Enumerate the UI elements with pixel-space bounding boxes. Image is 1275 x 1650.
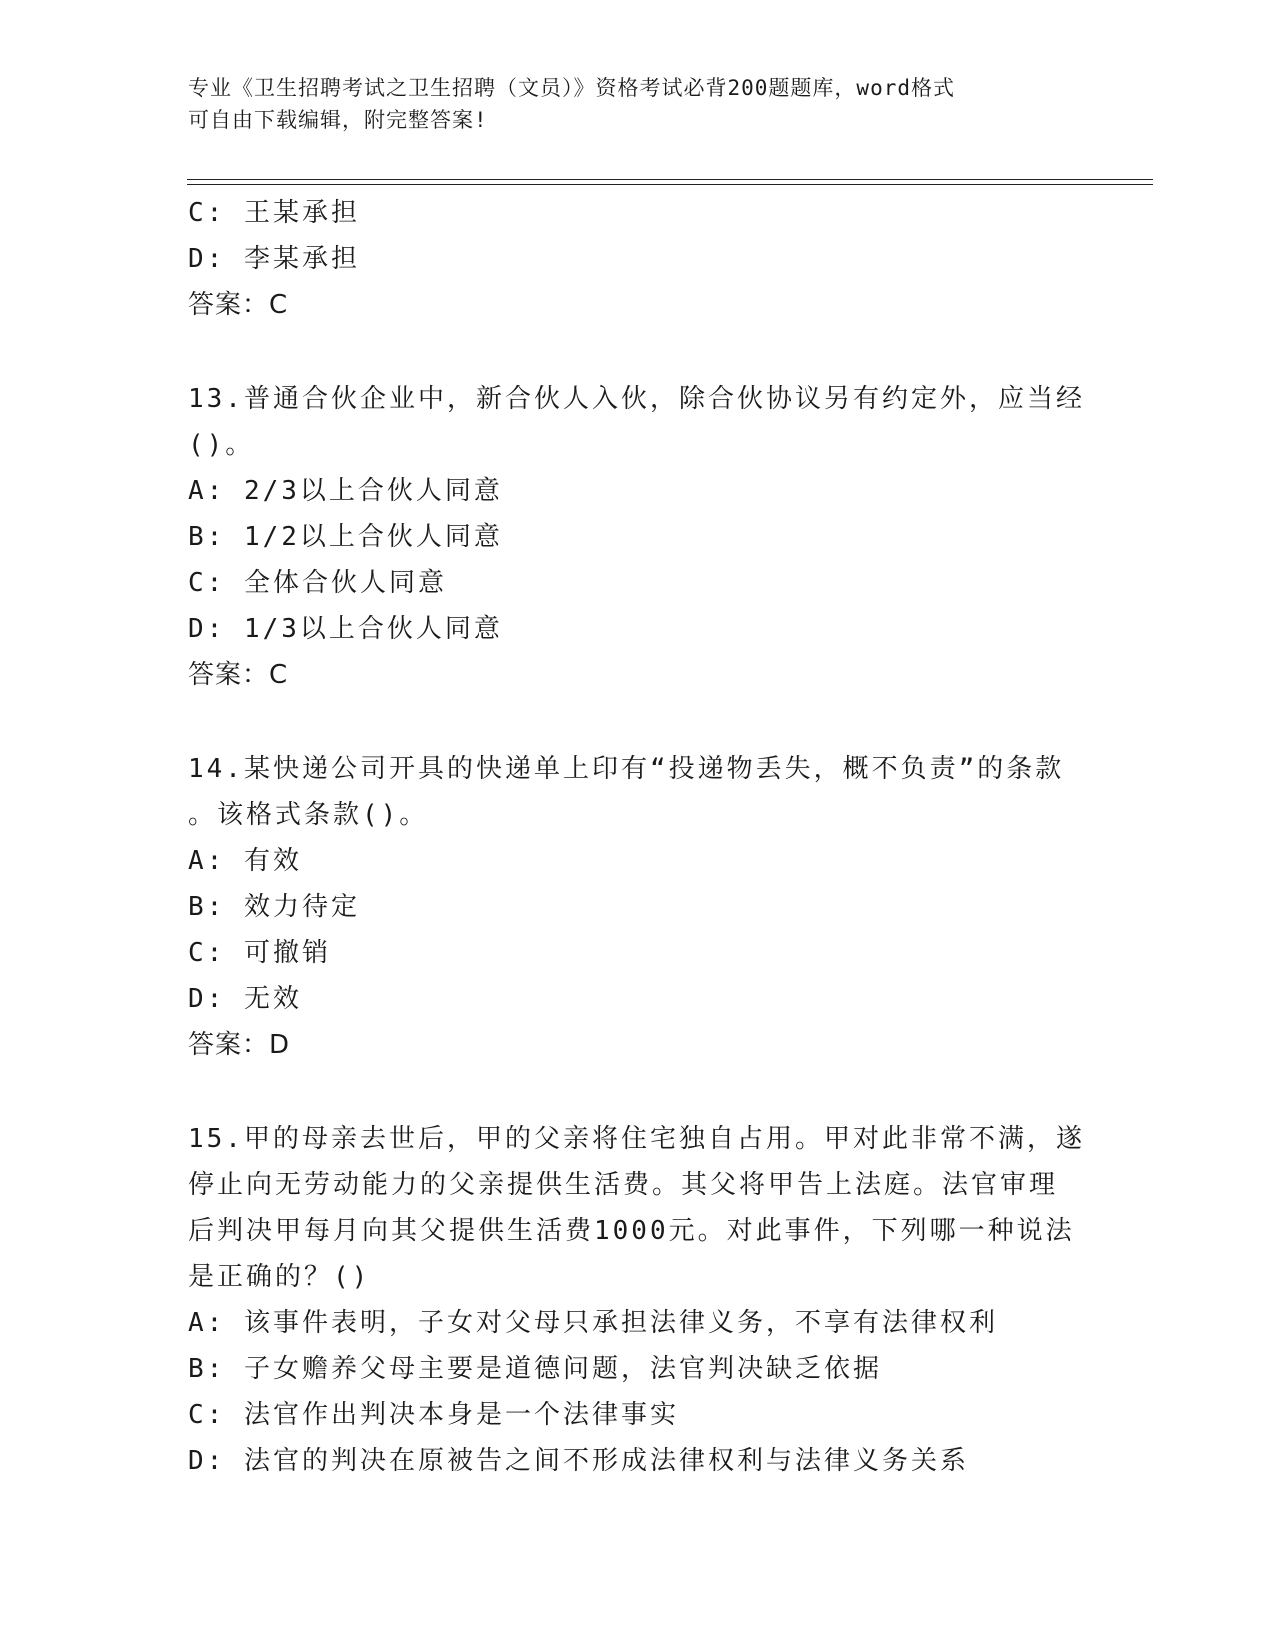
answer-line: 答案：C <box>188 660 289 690</box>
option-b: B: 1/2以上合伙人同意 <box>188 522 503 552</box>
question-stem-line: 是正确的？() <box>188 1262 371 1292</box>
question-13 <box>188 376 1088 698</box>
continued-question <box>188 190 1088 328</box>
header-line-2: 可自由下载编辑，附完整答案! <box>188 108 488 132</box>
option-d: D: 无效 <box>188 984 302 1014</box>
option-a: A: 2/3以上合伙人同意 <box>188 476 503 506</box>
question-stem-line: 。该格式条款()。 <box>188 800 429 830</box>
header-line-1: 专业《卫生招聘考试之卫生招聘（文员）》资格考试必背200题题库，word格式 <box>188 76 955 100</box>
option-c: C: 全体合伙人同意 <box>188 568 447 598</box>
answer-line: 答案：D <box>188 1030 291 1060</box>
header-divider-bottom <box>187 184 1153 185</box>
question-15 <box>188 1116 1088 1484</box>
option-a: A: 该事件表明，子女对父母只承担法律义务，不享有法律权利 <box>188 1308 998 1338</box>
question-stem-line: ()。 <box>188 430 255 460</box>
question-stem-line: 后判决甲每月向其父提供生活费1000元。对此事件，下列哪一种说法 <box>188 1216 1075 1246</box>
question-14 <box>188 746 1088 1068</box>
option-b: B: 效力待定 <box>188 892 360 922</box>
option-c: C: 王某承担 <box>188 198 360 228</box>
option-b: B: 子女赡养父母主要是道德问题，法官判决缺乏依据 <box>188 1354 882 1384</box>
answer-line: 答案：C <box>188 290 289 320</box>
question-content <box>188 190 1088 1484</box>
question-stem-line: 15.甲的母亲去世后，甲的父亲将住宅独自占用。甲对此非常不满，遂 <box>188 1124 1085 1154</box>
spacer <box>188 1068 1088 1116</box>
question-stem-line: 14.某快递公司开具的快递单上印有“投递物丢失，概不负责”的条款 <box>188 754 1065 784</box>
header-divider-top <box>187 179 1153 180</box>
option-a: A: 有效 <box>188 846 302 876</box>
spacer <box>188 698 1088 746</box>
document-header <box>188 72 1088 136</box>
spacer <box>188 328 1088 376</box>
option-d: D: 李某承担 <box>188 244 360 274</box>
option-c: C: 可撤销 <box>188 938 331 968</box>
question-stem-line: 停止向无劳动能力的父亲提供生活费。其父将甲告上法庭。法官审理 <box>188 1170 1059 1200</box>
option-d: D: 1/3以上合伙人同意 <box>188 614 503 644</box>
question-stem-line: 13.普通合伙企业中，新合伙人入伙，除合伙协议另有约定外，应当经 <box>188 384 1085 414</box>
option-d: D: 法官的判决在原被告之间不形成法律权利与法律义务关系 <box>188 1446 969 1476</box>
option-c: C: 法官作出判决本身是一个法律事实 <box>188 1400 679 1430</box>
